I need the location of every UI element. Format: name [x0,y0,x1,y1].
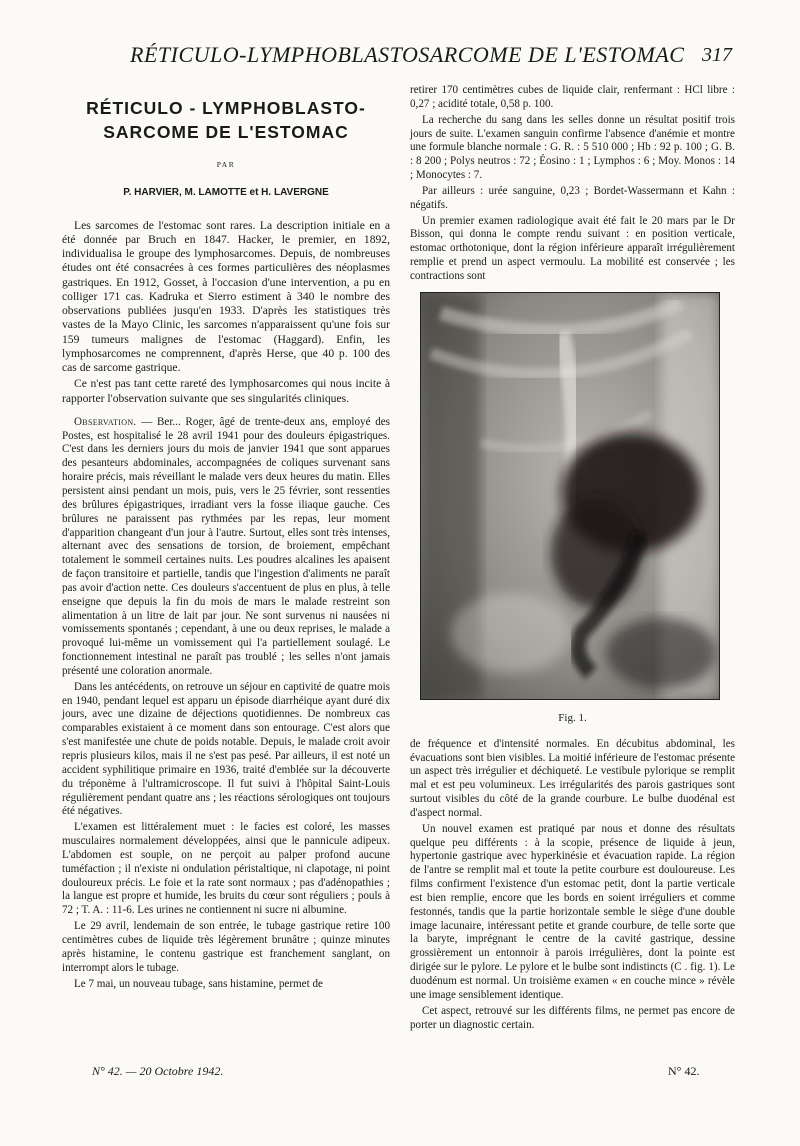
footer-issue-number: N° 42. [668,1064,700,1078]
tubage-paragraph: Le 29 avril, lendemain de son entrée, le tubage gastrique retire 100 centimètres cubes de liquide très légèrement brunâtre ; quinze minutes après histamine, le contenu gastrique est franchement sanglant, on interrompt alors le tubage. [62,920,390,974]
tubage-continued-paragraph: retirer 170 centimètres cubes de liquide clair, renfermant : HCl libre : 0,27 ; acidité totale, 0,58 p. 100. [410,84,735,110]
new-exam-paragraph: Un nouvel examen est pratiqué par nous et donne des résultats quelque peu différents : à la scopie, présence de liquide à jeun, hypertonie gastrique avec hyperkinésie et évacuation rapide. La région de l'antre se remplit mal et toute la petite courbure est douloureuse. Les films confirment l'existence d'un estomac petit, dont la partie verticale est bien remplie, encore que les bords en soient irréguliers et comme festonnés, tandis que la partie horizontale semble le siège d'une double image lacunaire, intéressant petite et grande courbure, de telle sorte que la baryte, imprégnant le centre de la cavité gastrique, dessine grossièrement un entonnoir à parois irrégulières, dont la pointe est dirigée sur le pylore. Le pylore et le bulbe sont indistincts (C . fig. 1). Le duodénum est normal. Un troisième examen « en couche mince » révèle une image sensiblement identique. [410,822,735,1001]
right-column [410,84,735,1032]
by-label: PAR [216,160,236,169]
article-title [62,96,390,144]
figure-caption: Fig. 1. [558,711,587,724]
observation-label: Observation. [74,415,137,428]
footer-issue-date: N° 42. — 20 Octobre 1942. [92,1064,224,1078]
antecedents-paragraph: Dans les antécédents, on retrouve un séjour en captivité de quatre mois en 1940, pendant lequel est apparu un épisode diarrhéique ayant duré dix jours, avec une dizaine de déjections quotidiennes. De nombreux cas comparables existaient à ce moment dans son entourage. C'est alors que s'est manifestée une chute de poids notable. Depuis, le malade croit avoir repris plusieurs kilos, mais il ne s'est pas pesé. Par ailleurs, il est noté un accident syphilitique primaire en 1936, traité d'emblée sur la découverte du tréponème à l'ultramicroscope. Il fut suivi à l'hôpital Saint-Louis régulièrement pendant quatre ans ; les réactions sérologiques ont toujours été négatives. [62,680,390,818]
authors: P. HARVIER, M. LAMOTTE et H. LAVERGNE [123,187,329,199]
urea-paragraph: Par ailleurs : urée sanguine, 0,23 ; Bordet-Wassermann et Kahn : négatifs. [410,184,735,211]
running-title: RÉTICULO-LYMPHOBLASTOSARCOME DE L'ESTOMAC [130,42,685,67]
observation-text: — Ber... Roger, âgé de trente-deux ans, employé des Postes, est hospitalisé le 28 avril 1941 pour des douleurs épigastriques. C'est dans les derniers jours du mois de janvier 1941 que sont apparues des pesanteurs abdominales, accompagnées de coliques survenant sans horaire précis, mais réveillant le malade vers deux heures du matin. Elles persistent ainsi pendant un mois, puis, vers le 25 février, sont ressenties des brûlures épigastriques, irradiant vers la fosse iliaque gauche. Ces brûlures ne paraissent pas rythmées par les repas, leur moment d'apparition changeant d'un jour à l'autre. Surtout, elles sont très intenses, alternant avec des sensations de torsion, de broiement, empêchant totalement le sommeil certaines nuits. Les poudres alcalines les apaisent de façon transitoire et partielle, tandis que l'ingestion d'aliments ne paraît pas avoir d'action nette. Ces douleurs s'accentuent de plus en plus, à telle enseigne que depuis la fin du mois de mars le malade restreint son alimentation à un litre de lait par jour. Ne sont survenus ni nausées ni vomissements spontanés ; cependant, à une ou deux reprises, le malade a provoqué lui-même un vomissement qui l'a partiellement soulagé. Le fonctionnement intestinal ne paraît pas troublé ; les selles n'ont jamais présenté une coloration anormale. [62,415,390,677]
tubage-2-paragraph: Le 7 mai, un nouveau tubage, sans histamine, permet de [74,977,323,990]
frequency-paragraph: de fréquence et d'intensité normales. En décubitus abdominal, les évacuations sont bien visibles. La moitié inférieure de l'estomac présente un aspect très irrégulier et déchiqueté. Le vestibule pylorique se remplit mal et est peu volumineux. Les irrégularités des parois gastriques sont surtout visibles du côté de la grande courbure. Le bulbe duodénal est d'aspect normal. [410,737,735,819]
page-number: 317 [702,44,732,66]
radiograph-image [421,293,719,699]
blood-paragraph: La recherche du sang dans les selles donne un résultat positif trois jours de suite. L'examen sanguin confirme l'absence d'anémie et montre une formule blanche normale : G. R. : 5 510 000 ; Hb : 92 p. 100 ; G. B. : 8 200 ; Polys neutros : 72 ; Éosino : 1 ; Lymphos : 6 ; Moy. Monos : 14 ; Monocytes : 7. [410,113,735,182]
article-title-line-1: RÉTICULO - LYMPHOBLASTO- [86,98,366,118]
left-column [62,78,390,991]
observation-paragraph [62,416,390,679]
intro-paragraph-1: Les sarcomes de l'estomac sont rares. La description initiale en a été donnée par Bruch en 1847. Hacker, le premier, en 1892, individualisa le groupe des lymphosarcomes. Depuis, de nombreuses études ont été consacrées à ces formes particulières des néoplasmes gastriques. En 1912, Gosset, à l'occasion d'une intervention, a pu en colliger 171 cas. Kadruka et Sierro estiment à 340 le nombre des observations publiées jusqu'en 1933. D'après les statistiques très vastes de la Mayo Clinic, les sarcomes n'apparaissent qu'une fois sur 159 tumeurs malignes de l'estomac (Haggard). Enfin, les lymphosarcomes ne comprennent, d'après Herse, que 40 p. 100 des cas de sarcome gastrique. [62,218,390,374]
radio-paragraph: Un premier examen radiologique avait été fait le 20 mars par le Dr Bisson, qui donna le compte rendu suivant : en position verticale, estomac orthotonique, dont la région inférieure apparaît irrégulièrement remplie et prend un aspect vermoulu. La mobilité est conservée ; les contractions sont [410,214,735,282]
radiograph-figure [420,292,720,700]
examen-paragraph: L'examen est littéralement muet : le facies est coloré, les masses musculaires normalement développées, ainsi que le pannicule adipeux. L'abdomen est souple, on ne perçoit au palper profond aucune tuméfaction ; il n'existe ni ondulation péristaltique, ni clapotage, ni point douloureux précis. Le foie et la rate sont normaux ; pas d'adénopathies ; la langue est propre et humide, les bruits du cœur sont réguliers ; pouls à 72 ; T. A. : 11-6. Les urines ne contiennent ni sucre ni albumine. [62,821,390,917]
aspect-paragraph: Cet aspect, retrouvé sur les différents films, ne permet pas encore de porter un diagnostic certain. [410,1004,735,1031]
intro-paragraph-2: Ce n'est pas tant cette rareté des lymphosarcomes qui nous incite à rapporter l'observation suivante que ses singularités cliniques. [62,377,390,405]
article-title-line-2: SARCOME DE L'ESTOMAC [103,122,349,142]
running-head [0,42,800,78]
